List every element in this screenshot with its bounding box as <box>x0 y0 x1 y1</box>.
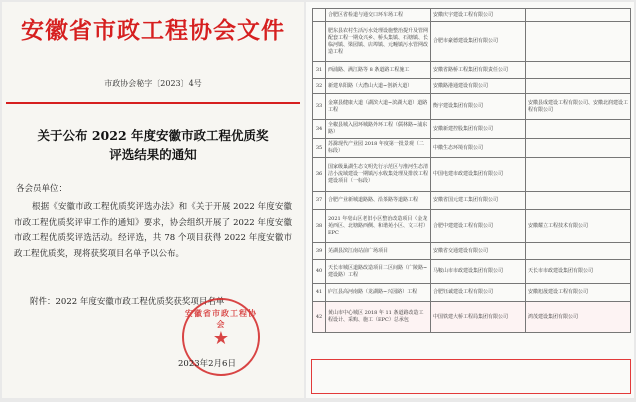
cell-co-builder <box>526 243 631 260</box>
cell-project: 2021 年亳山区老旧小区整治改造项目（金龙苑西区、北塘路西侧、和谐苑小区、文三村）EPC <box>326 210 431 243</box>
cell-builder: 合肥中建建设工程有限公司 <box>431 210 526 243</box>
cell-project: 肥东县农村生活污水处理设施整治提升及管网配套工程一期众兴乡、桥头集镇、石塘镇、长临河镇、梁园镇、店埠镇、元疃镇污水管网改造工程 <box>326 22 431 62</box>
cell-co-builder: 天长市市政建设集团有限公司 <box>526 260 631 284</box>
notice-body: 根据《安徽市政工程优质奖评选办法》和《关于开展 2022 年度安徽市政工程优质奖评审工作的通知》要求，协会组织开展了 2022 年度安徽市政工程优质奖评选活动。经评选，共 78 个项目获得 2022 年度安徽市政工程优质奖，现将获奖项目名单予以公布。 <box>14 202 292 259</box>
cell-project: 金寨县健康大道（湖滨大道~滨湖大道）道路工程 <box>326 94 431 120</box>
cell-co-builder <box>526 139 631 158</box>
cell-number: 35 <box>313 139 326 158</box>
issue-date: 2023年2月6日 <box>178 359 236 369</box>
table-row <box>313 62 631 79</box>
cell-number: 32 <box>313 79 326 94</box>
cell-number: 33 <box>313 94 326 120</box>
cell-number: 37 <box>313 192 326 210</box>
cell-project: 合肥产业新城道路路、沿茶路等道路工程 <box>326 192 431 210</box>
salutation: 各会员单位： <box>16 184 68 194</box>
org-letterhead-title: 安徽省市政工程协会文件 <box>21 17 285 44</box>
cell-co-builder <box>526 120 631 139</box>
attachment-line: 附件：2022 年度安徽市政工程优质奖获奖项目名单 <box>30 297 225 307</box>
table-row <box>313 192 631 210</box>
cell-number: 31 <box>313 62 326 79</box>
cell-builder: 合肥钰诚建设工程有限公司 <box>431 284 526 302</box>
cell-builder: 安徽省路桥工程集团有限责任公司 <box>431 62 526 79</box>
highlight-box <box>311 359 631 394</box>
cell-builder: 安徽庆宇建设工程有限公司 <box>431 9 526 22</box>
cell-co-builder <box>526 158 631 192</box>
table-row <box>313 139 631 158</box>
letterhead-divider <box>6 102 300 104</box>
award-table-body <box>313 9 631 333</box>
cell-project: 合肥区省检道与通交口环车场工程 <box>326 9 431 22</box>
cell-project: 新建阜阳路（大潜山大道~创新大道） <box>326 79 431 94</box>
cell-project: 芜湖县滨江南站前广场项目 <box>326 243 431 260</box>
cell-co-builder: 安徽县成建设工程有限公司、安徽北润建设工程有限公司 <box>526 94 631 120</box>
cell-co-builder <box>526 79 631 94</box>
cell-builder: 合肥市豪德建设集团有限公司 <box>431 22 526 62</box>
cell-number <box>313 22 326 62</box>
award-table <box>312 8 631 333</box>
notice-page <box>2 2 304 398</box>
cell-project: 庐江县高河南路（龙湖路~兴园路）工程 <box>326 284 431 302</box>
cell-builder: 中国铁建大桥工程局集团有限公司 <box>431 302 526 333</box>
cell-builder: 衡宇建设集团有限公司 <box>431 94 526 120</box>
notice-title-line-1: 关于公布 2022 年度安徽市政工程优质奖 <box>37 128 269 143</box>
cell-number: 42 <box>313 302 326 333</box>
cell-builder: 马鞍山市市政建设集团有限公司 <box>431 260 526 284</box>
cell-builder: 安徽省国元建工集团有限公司 <box>431 192 526 210</box>
cell-builder: 安徽新建控股集团有限公司 <box>431 120 526 139</box>
award-list-page <box>306 2 634 398</box>
cell-number: 40 <box>313 260 326 284</box>
cell-co-builder: 鸿茂建设集团有限公司 <box>526 302 631 333</box>
table-row <box>313 302 631 333</box>
cell-builder: 中徽生态环境有限公司 <box>431 139 526 158</box>
seal-text: 安徽省市政工程协会 <box>185 308 257 329</box>
cell-co-builder <box>526 62 631 79</box>
cell-builder: 安徽省交通建设有限公司 <box>431 243 526 260</box>
seal-star-icon: ★ <box>212 328 230 349</box>
table-row <box>313 94 631 120</box>
table-row <box>313 158 631 192</box>
cell-number: 36 <box>313 158 326 192</box>
notice-title-line-2: 评选结果的通知 <box>109 147 197 162</box>
cell-project: 黄山市中心城区 2018 年 11 条道路改造工程设计、采购、施工（EPC）总承包 <box>326 302 431 333</box>
cell-co-builder <box>526 9 631 22</box>
cell-co-builder: 安徽耀立工程技术有限公司 <box>526 210 631 243</box>
cell-number <box>313 9 326 22</box>
table-row <box>313 9 631 22</box>
cell-number: 38 <box>313 210 326 243</box>
notice-title <box>2 126 304 164</box>
cell-builder: 安徽路港通建设有限公司 <box>431 79 526 94</box>
table-row <box>313 284 631 302</box>
cell-co-builder: 安徽旭晟建设工程有限公司 <box>526 284 631 302</box>
cell-project: 西浦路、满江路等 8 条道路工程施工 <box>326 62 431 79</box>
cell-number: 39 <box>313 243 326 260</box>
cell-co-builder <box>526 192 631 210</box>
table-row <box>313 120 631 139</box>
cell-number: 34 <box>313 120 326 139</box>
cell-project: 苏滁现代产业园 2018 年度第一批景观（二标段） <box>326 139 431 158</box>
cell-project: 天长市城区道路改造项目二区间路（广陵路~建设路）工程 <box>326 260 431 284</box>
cell-project: 国家级巢湖生态文明先行示范区与淮河生态清洁小流域建设一期镇污水收集处理及排放工程建设项目（一标段） <box>326 158 431 192</box>
document-number: 市政协会秘字〔2023〕4号 <box>104 79 202 88</box>
table-row <box>313 210 631 243</box>
table-row <box>313 260 631 284</box>
cell-co-builder <box>526 22 631 62</box>
cell-builder: 中国电建市政建设集团有限公司 <box>431 158 526 192</box>
table-row <box>313 243 631 260</box>
table-row <box>313 22 631 62</box>
cell-number: 41 <box>313 284 326 302</box>
table-row <box>313 79 631 94</box>
cell-project: 全椒县城入园环城路外环工程（儒林路~浦东路） <box>326 120 431 139</box>
